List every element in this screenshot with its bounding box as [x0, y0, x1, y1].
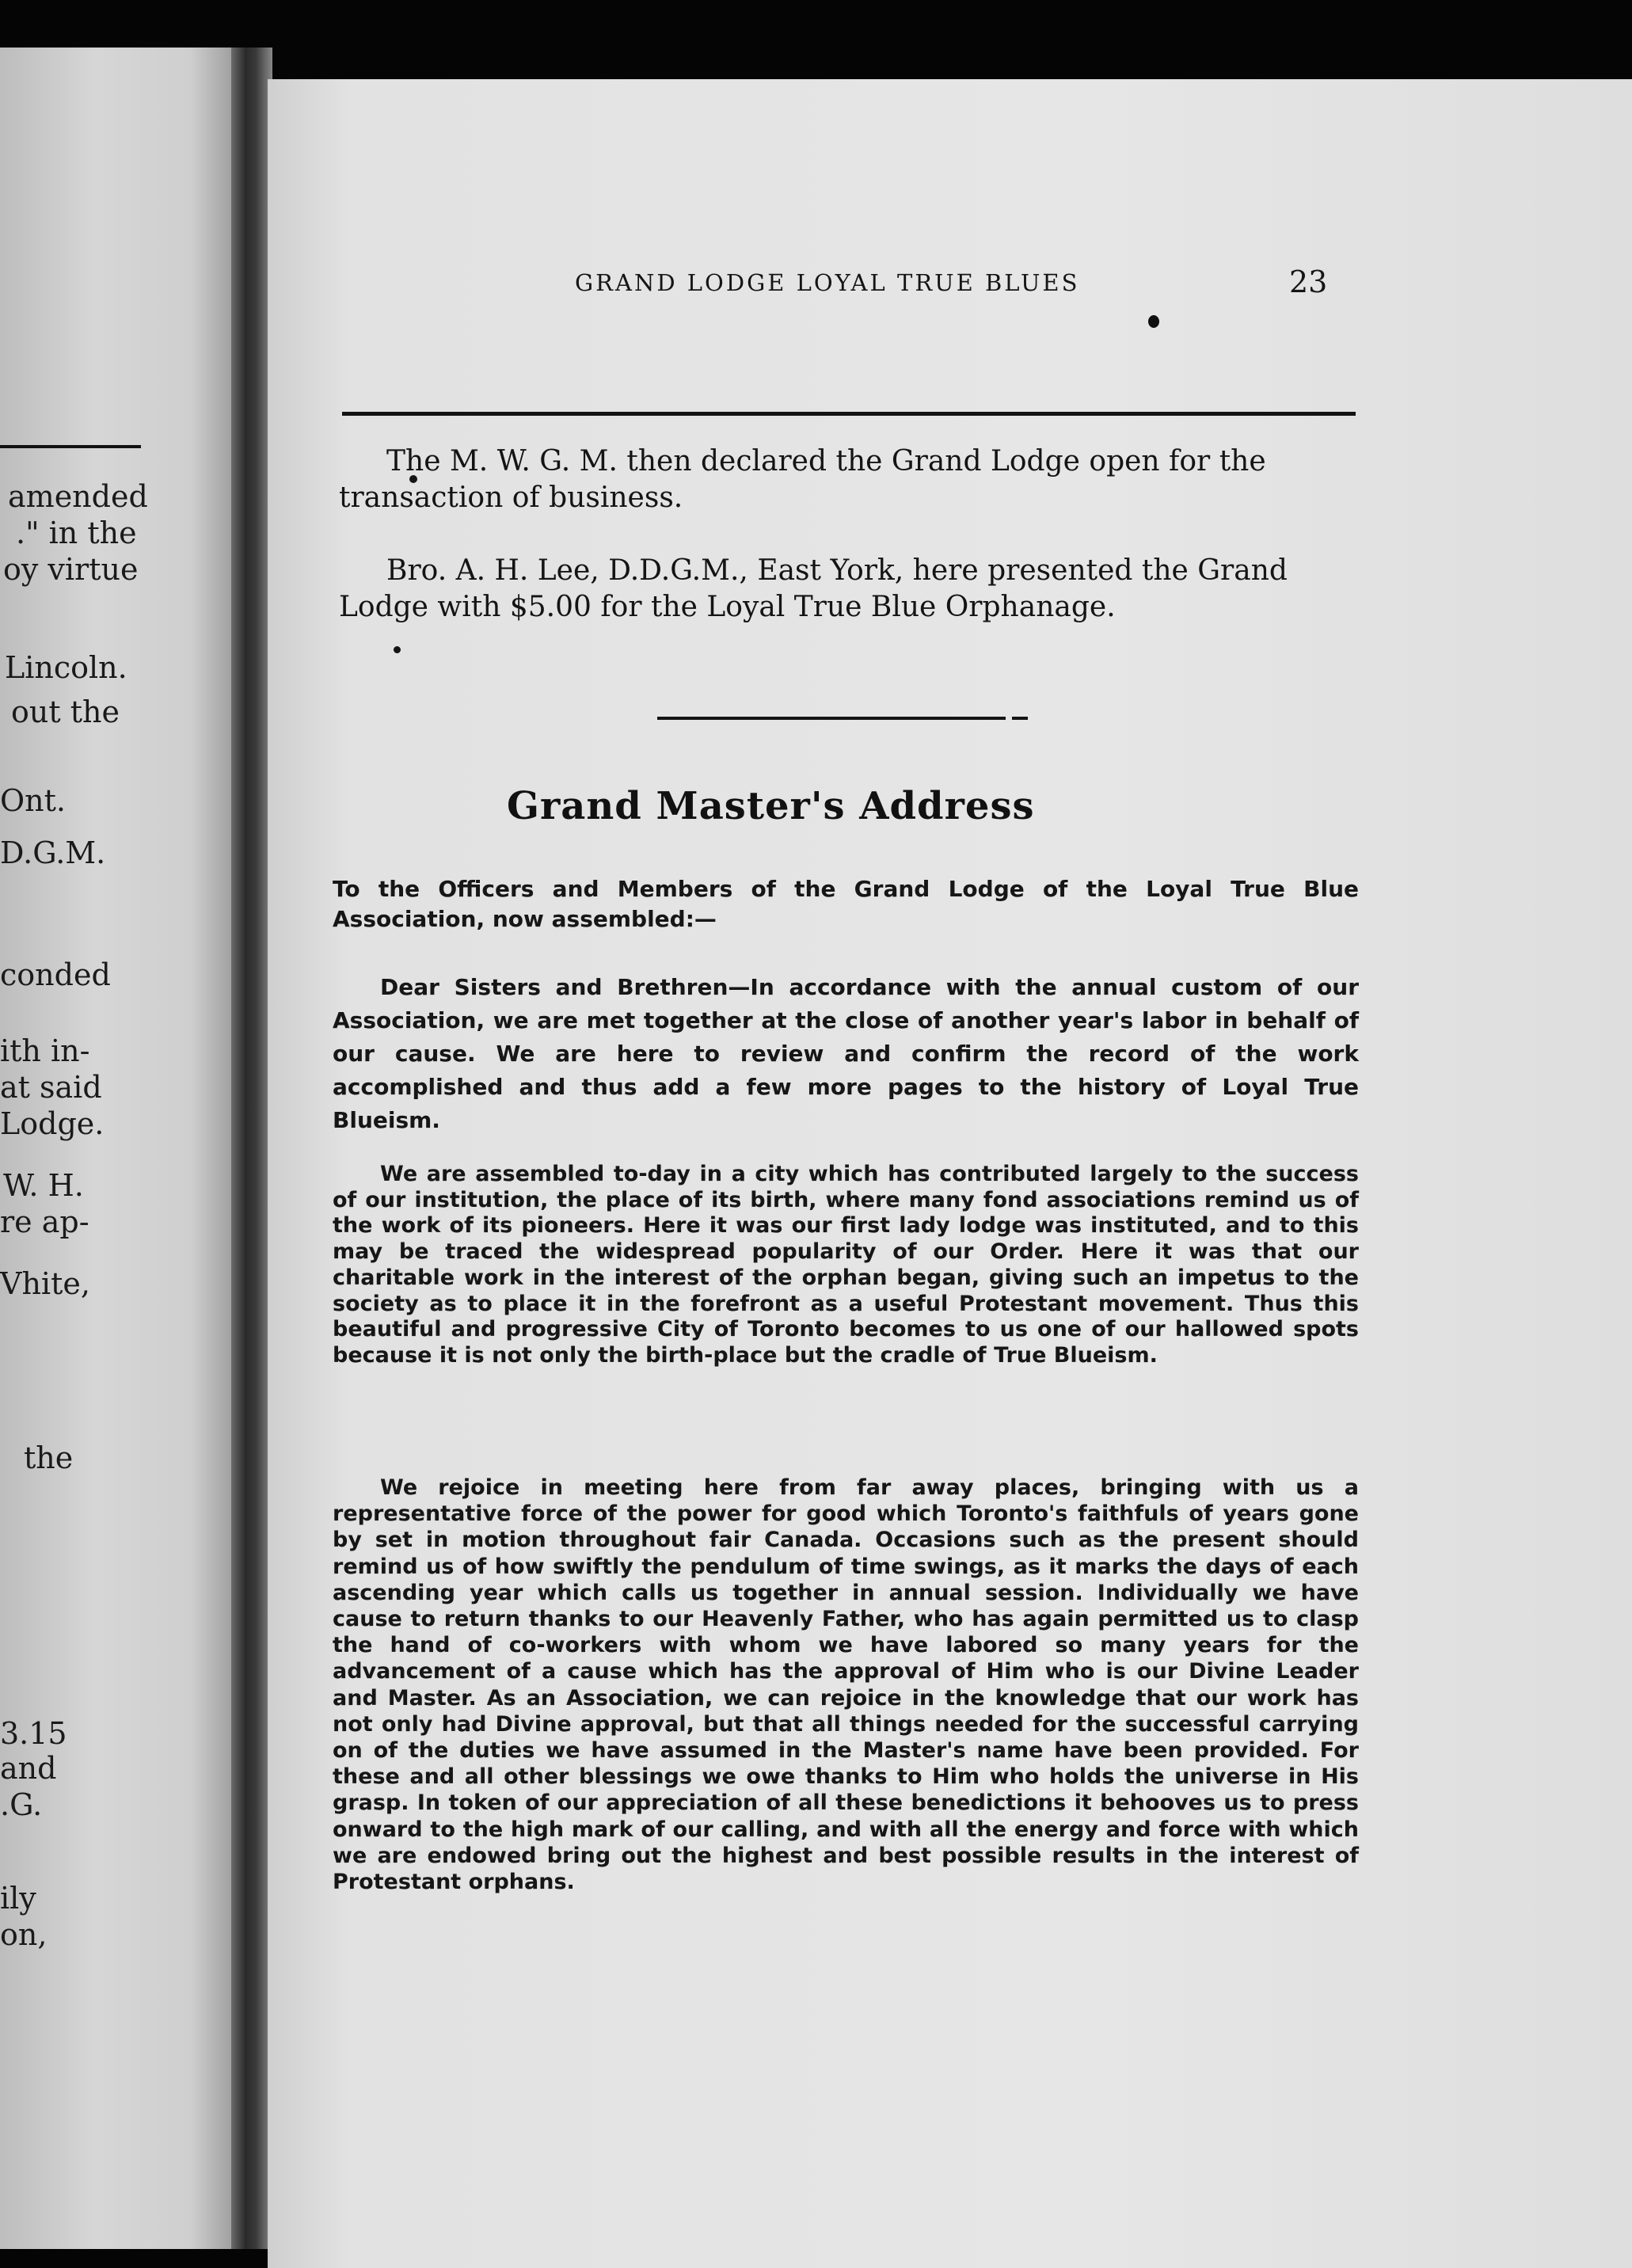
address-paragraph-3: We rejoice in meeting here from far away places, bringing with us a representative force of the power for good which Toronto's faithfuls of years gone by set in motion throughout fair Canada. Occasions such as the present should remind us of how swiftly the pendulum of time swings, as it marks the days of each ascending year which calls us together in annual session. Individually we have cause to return thanks to our Heavenly Father, who has again permitted us to clasp the hand of co-workers with whom we have labored so many years for the advancement of a cause which has the approval of Him who is our Divine Leader and Master. As an Association, we can rejoice in the knowledge that our work has not only had Divine approval, but that all things needed for the successful carrying on of the duties we have assumed in the Master's name have been provided. For these and all other blessings we owe thanks to Him who holds the universe in His grasp. In token of our appreciation of all these benedictions it behooves us to press onward to the high mark of our calling, and with all the energy and force with which we are endowed bring out the highest and best possible results in the interest of Protestant orphans. [333, 1475, 1359, 1895]
running-head-rule [342, 412, 1356, 416]
previous-page-fragment: Vhite, [0, 1266, 90, 1301]
previous-page-fragment: re ap- [0, 1204, 89, 1239]
previous-page-fragment: D.G.M. [0, 835, 106, 870]
previous-page-fragment: and [0, 1751, 57, 1786]
previous-page-fragment: W. H. [3, 1168, 84, 1203]
address-paragraph-2: We are assembled to-day in a city which has contributed largely to the success of our institution, the place of its birth, where many fond associations remind us of the work of its pioneers. Here it was our first lady lodge was instituted, and to this may be traced the widespread popularity of our Order. Here it was that our charitable work in the interest of the orphan began, giving such an impetus to the society as to place it in the forefront as a useful Protestant movement. Thus this beautiful and progressive City of Toronto becomes to us one of our hallowed spots because it is not only the birth-place but the cradle of True Blueism. [333, 1162, 1359, 1368]
running-head-title: GRAND LODGE LOYAL TRUE BLUES [575, 269, 1080, 296]
opening-paragraph-1: The M. W. G. M. then declared the Grand Lodge open for the transaction of business. [339, 445, 1266, 514]
previous-page-fragment: out the [11, 694, 120, 729]
ink-spot [1148, 315, 1159, 328]
previous-page-fragment: oy virtue [3, 552, 139, 587]
previous-page-fragment: amended [8, 479, 148, 514]
section-divider-rule-tail [1012, 717, 1028, 720]
previous-page-fragment: 3.15 [0, 1716, 67, 1751]
section-title: Grand Master's Address [507, 784, 1035, 828]
previous-page-fragment: .G. [0, 1787, 43, 1822]
previous-page-fragment: Lodge. [0, 1106, 105, 1141]
previous-page-fragment: conded [0, 957, 111, 992]
previous-page-rule [0, 445, 141, 448]
salutation: To the Officers and Members of the Grand Lodge of the Loyal True Blue Association, now assembled:— [333, 876, 1359, 932]
previous-page-fragment: Ont. [0, 783, 66, 818]
previous-page-fragment: Lincoln. [5, 650, 127, 685]
ink-dot [394, 646, 401, 653]
previous-page-fragment: ." in the [16, 516, 137, 550]
previous-page-fragment: ith in- [0, 1033, 90, 1068]
page-number: 23 [1289, 264, 1328, 299]
previous-page-fragment: on, [0, 1917, 48, 1952]
address-paragraph-1: Dear Sisters and Brethren—In accordance with the annual custom of our Association, we are met together at the close of another year's labor in behalf of our cause. We are here to review and confirm the record of the work accomplished and thus add a few more pages to the history of Loyal True Blueism. [333, 974, 1359, 1133]
book-gutter [231, 48, 272, 2249]
previous-page-fragment: the [24, 1440, 74, 1475]
section-divider-rule [657, 717, 1006, 720]
previous-page-fragment: ily [0, 1881, 36, 1916]
previous-page-fragment: at said [0, 1070, 102, 1105]
previous-page-edge [0, 48, 238, 2249]
opening-paragraph-2: Bro. A. H. Lee, D.D.G.M., East York, here presented the Grand Lodge with $5.00 for the Loyal True Blue Orphanage. [339, 554, 1288, 623]
